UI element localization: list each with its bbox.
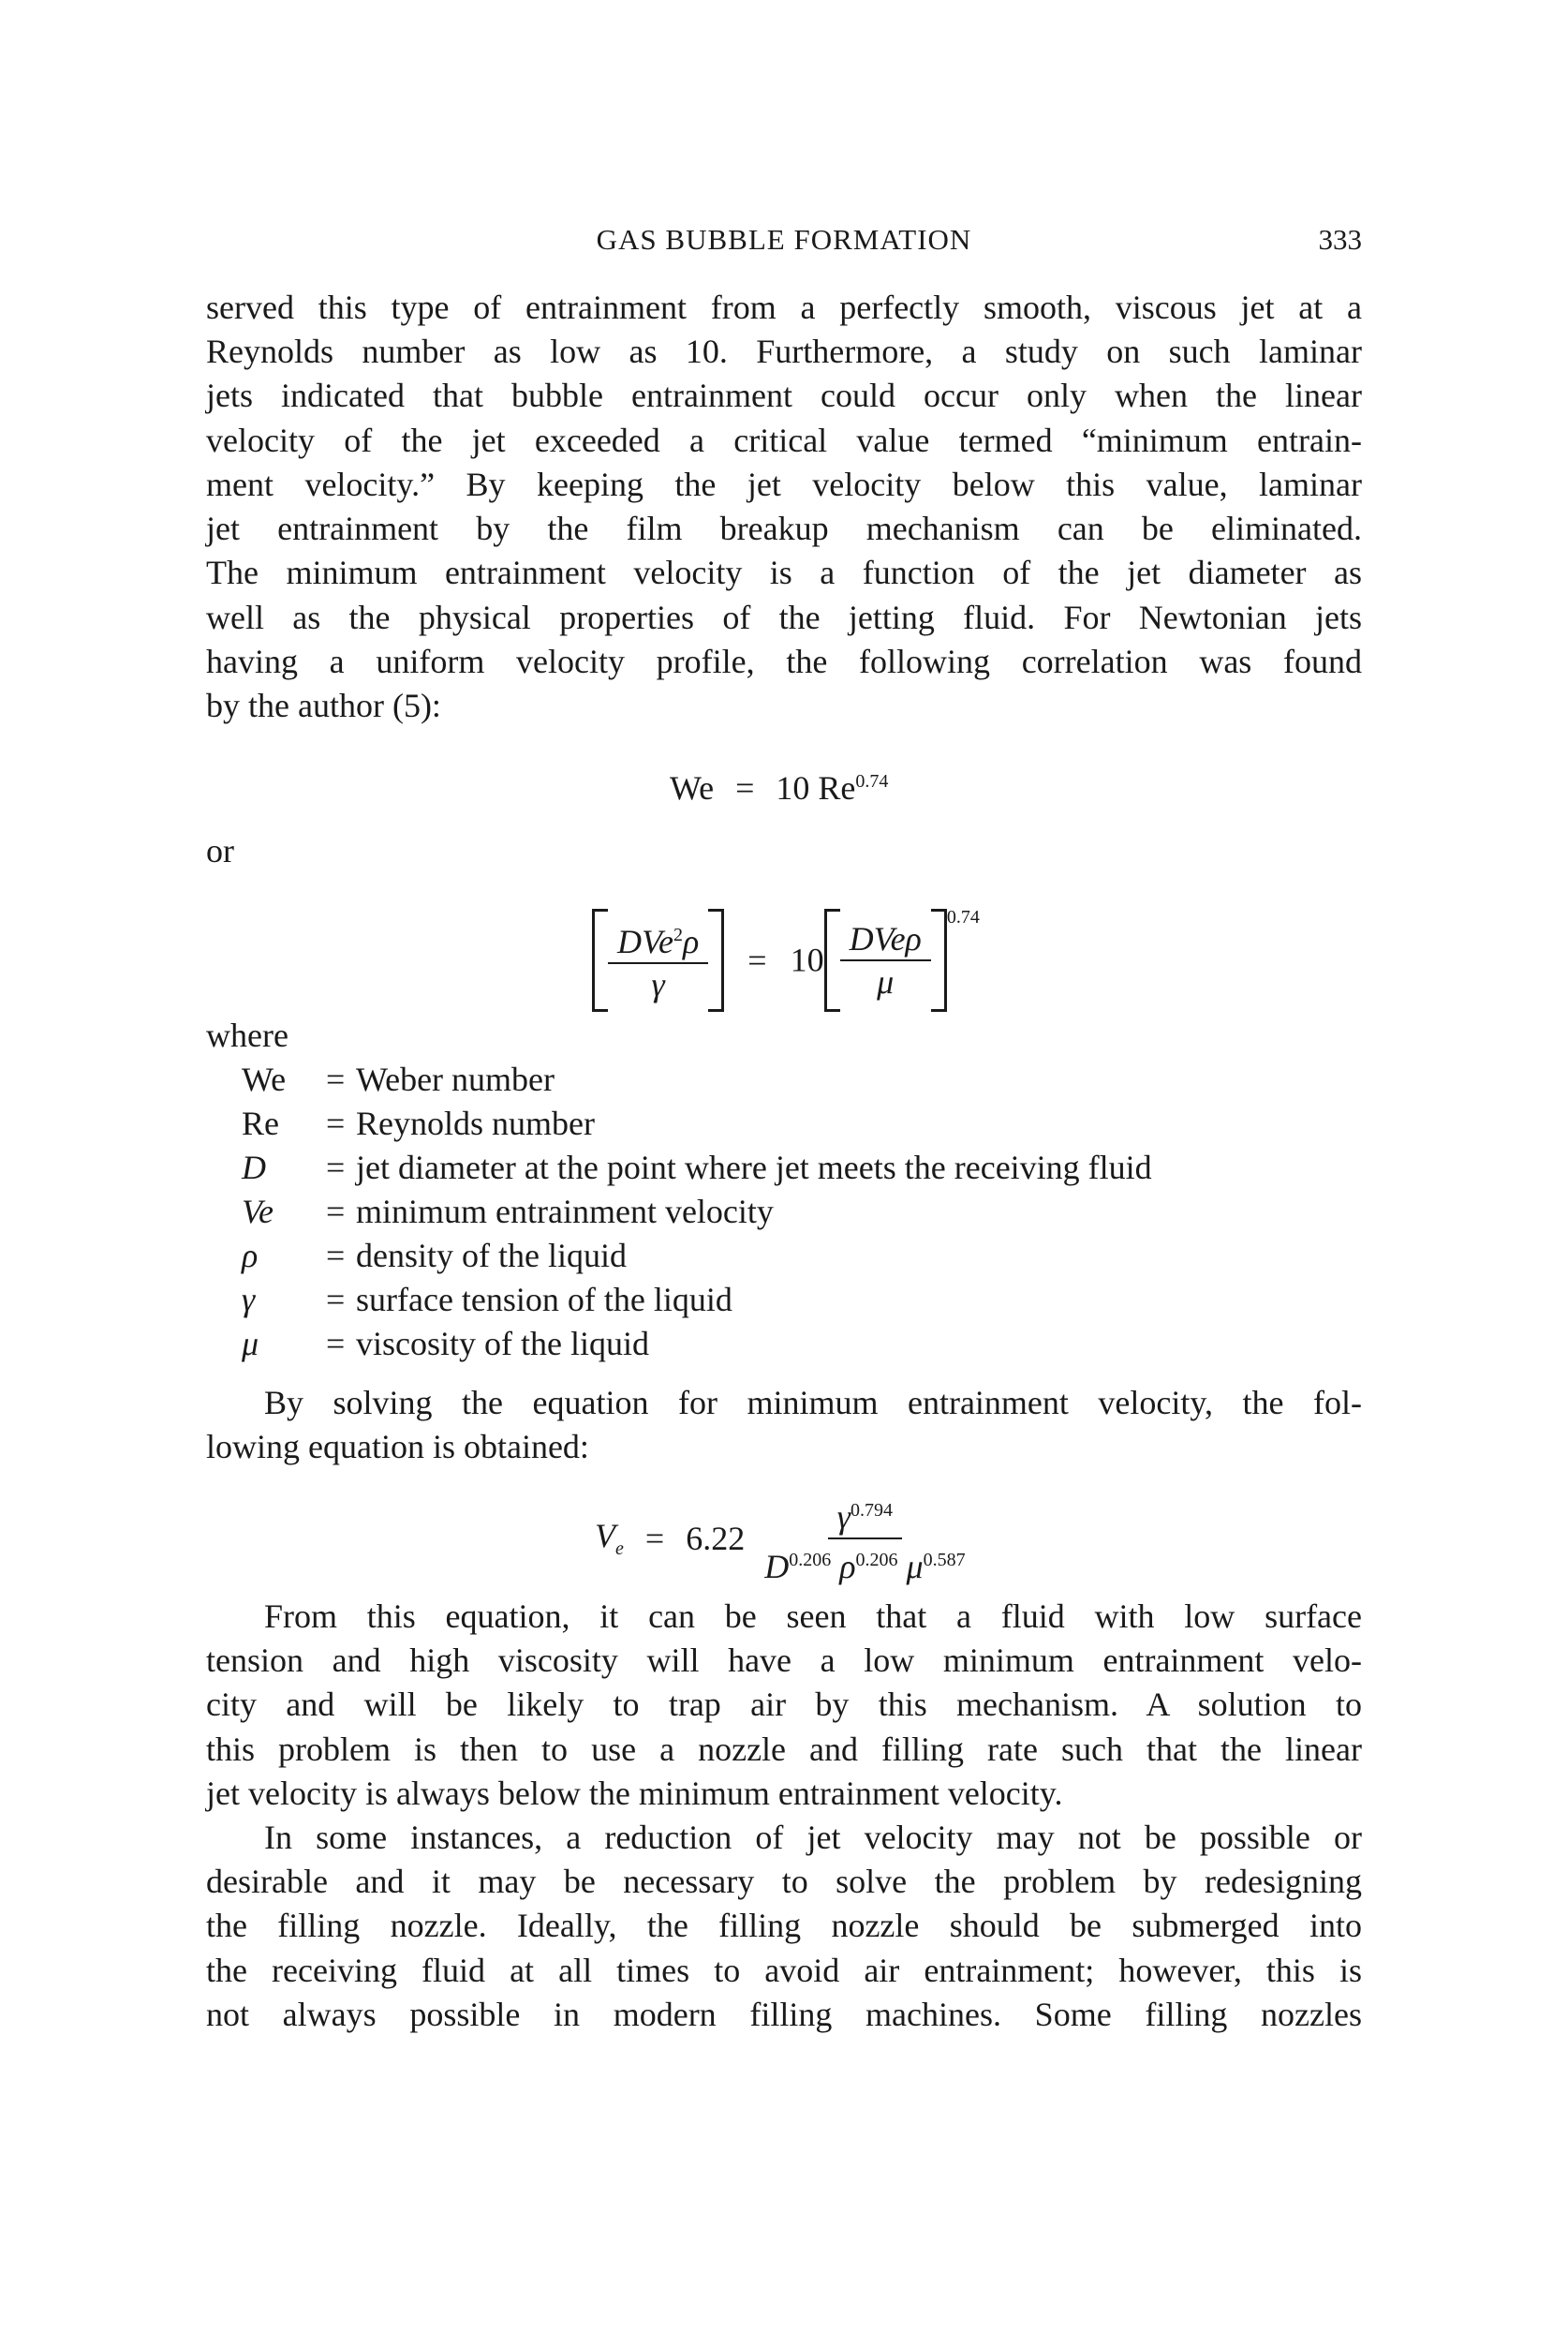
def-symbol: We [242, 1061, 287, 1098]
def-symbol: Ve [242, 1193, 274, 1230]
eq-term: D [764, 1548, 790, 1585]
def-text: density of the liquid [356, 1237, 627, 1274]
def-eq: = [326, 1105, 346, 1142]
eq-term: γ [651, 966, 665, 1004]
text-line: By solving the equation for minimum entrainment velocity, the fol- [264, 1384, 1362, 1421]
equation-min-velocity [595, 1490, 966, 1587]
eq-exponent: 0.587 [923, 1550, 966, 1570]
text-line: desirable and it may be necessary to solve the problem by redesigning [206, 1863, 1362, 1900]
eq-exponent: 0.206 [789, 1550, 832, 1570]
page-number: 333 [1318, 223, 1362, 256]
eq-sign: = [644, 1520, 665, 1557]
text-line: this problem is then to use a nozzle and filling rate such that the linear [206, 1731, 1362, 1768]
text-line: lowing equation is obtained: [206, 1428, 589, 1465]
eq-term: ρ [682, 923, 700, 961]
def-symbol: D [242, 1149, 266, 1186]
def-eq: = [326, 1325, 346, 1362]
fraction [608, 914, 708, 1005]
equation-weber-reynolds [670, 768, 888, 808]
def-text: Reynolds number [356, 1105, 595, 1142]
def-eq: = [326, 1193, 346, 1230]
def-text: surface tension of the liquid [356, 1281, 732, 1318]
fraction [764, 1490, 965, 1587]
def-text: viscosity of the liquid [356, 1325, 649, 1362]
text-line: ment velocity.” By keeping the jet velocity below this value, laminar [206, 466, 1362, 503]
text-line: the filling nozzle. Ideally, the filling nozzle should be submerged into [206, 1907, 1362, 1944]
text-line: tension and high viscosity will have a low minimum entrainment velo- [206, 1641, 1362, 1679]
eq-term: V [595, 1517, 615, 1555]
text-line: having a uniform velocity profile, the following correlation was found [206, 643, 1362, 680]
left-bracket [824, 909, 840, 1012]
eq-sign: = [747, 941, 767, 979]
running-title: GAS BUBBLE FORMATION [596, 223, 972, 256]
eq-exponent: 2 [673, 925, 683, 946]
eq-term: μ [877, 962, 895, 1001]
text-line: served this type of entrainment from a perfectly smooth, viscous jet at a [206, 289, 1362, 326]
def-text: jet diameter at the point where jet meets the receiving fluid [356, 1149, 1152, 1186]
def-eq: = [326, 1149, 346, 1186]
eq-subscript: e [615, 1538, 624, 1560]
def-symbol: ρ [242, 1237, 259, 1274]
text-line: the receiving fluid at all times to avoid air entrainment; however, this is [206, 1952, 1362, 1989]
def-text: minimum entrainment velocity [356, 1193, 774, 1230]
eq-term: γ [836, 1498, 851, 1536]
def-text: Weber number [356, 1061, 555, 1098]
eq-term: DVeρ [849, 919, 922, 958]
text-line: jets indicated that bubble entrainment could occur only when the linear [206, 377, 1362, 414]
eq-term: μ [906, 1548, 924, 1585]
eq-exponent: 0.794 [850, 1500, 893, 1521]
right-bracket [931, 909, 947, 1012]
eq-exponent: 0.206 [855, 1550, 898, 1570]
text-line: In some instances, a reduction of jet velocity may not be possible or [264, 1819, 1362, 1856]
eq-exponent: 0.74 [946, 907, 980, 928]
text-line: The minimum entrainment velocity is a function of the jet diameter as [206, 554, 1362, 591]
text-line: Reynolds number as low as 10. Furthermore, a study on such laminar [206, 333, 1362, 370]
equation-dimensional [592, 907, 980, 1012]
text-line: velocity of the jet exceeded a critical value termed “minimum entrain- [206, 422, 1362, 459]
eq-term: We [670, 769, 715, 807]
text-line: From this equation, it can be seen that a fluid with low surface [264, 1597, 1362, 1635]
eq-sign: = [735, 769, 755, 807]
eq-term: 10 [790, 941, 824, 979]
eq-term: DVe [617, 923, 673, 961]
def-eq: = [326, 1061, 346, 1098]
left-bracket [592, 909, 608, 1012]
def-symbol: μ [242, 1325, 259, 1362]
where-label: where [206, 1017, 288, 1054]
text-line: jet velocity is always below the minimum entrainment velocity. [206, 1775, 1063, 1812]
def-symbol: γ [242, 1281, 256, 1318]
eq-term: Re [818, 769, 856, 807]
eq-term: ρ [839, 1548, 856, 1585]
text-line: city and will be likely to trap air by this mechanism. A solution to [206, 1686, 1362, 1723]
def-eq: = [326, 1237, 346, 1274]
text-line: well as the physical properties of the jetting fluid. For Newtonian jets [206, 599, 1362, 636]
text-line: by the author (5): [206, 687, 441, 724]
text-line: jet entrainment by the film breakup mechanism can be eliminated. [206, 510, 1362, 547]
def-eq: = [326, 1281, 346, 1318]
right-bracket [708, 909, 724, 1012]
page-header [206, 223, 1362, 264]
eq-term: 10 [776, 769, 810, 807]
or-label: or [206, 832, 234, 869]
eq-term: 6.22 [686, 1520, 746, 1557]
fraction [840, 918, 931, 1003]
eq-exponent: 0.74 [855, 771, 889, 792]
def-symbol: Re [242, 1105, 279, 1142]
text-line: not always possible in modern filling machines. Some filling nozzles [206, 1996, 1362, 2033]
